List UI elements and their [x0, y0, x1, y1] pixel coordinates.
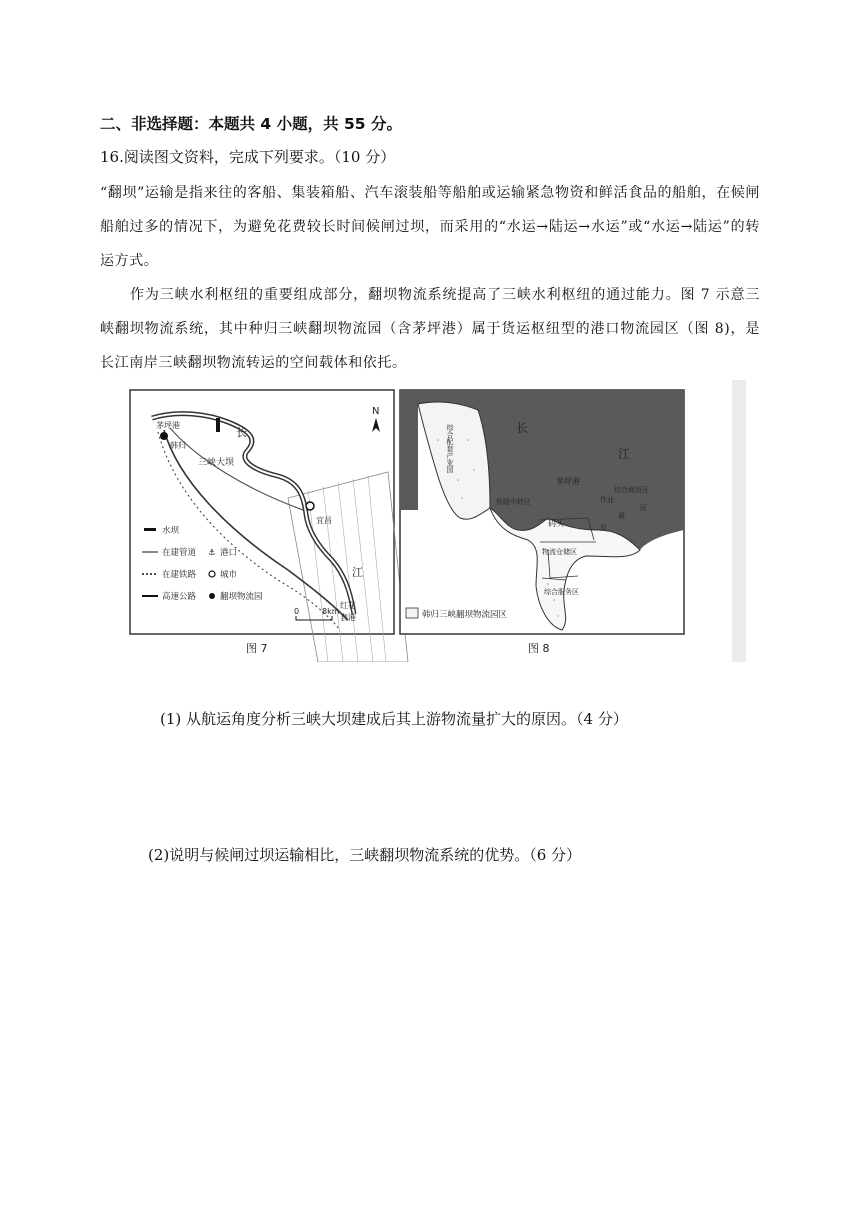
- fig8-legend-swatch: [406, 608, 418, 618]
- label-yichang: 宜昌: [316, 516, 332, 525]
- fig8-label-service: 综合服务区: [544, 588, 579, 596]
- fig8-label-dev-a: 发: [600, 524, 607, 532]
- label-dam: 三峡大坝: [198, 458, 235, 468]
- legend-logistics-park: 翻坝物流园: [220, 592, 263, 602]
- label-maoping: 茅坪港: [156, 421, 180, 430]
- question-header: 16.阅读图文资料，完成下列要求。（10 分）: [100, 148, 396, 166]
- legend-dam: 水坝: [162, 526, 180, 536]
- figure-maps: [118, 380, 746, 662]
- label-honghua-2: 套港: [340, 613, 356, 622]
- figure-8: [400, 390, 684, 655]
- fig8-label-storage: 物流仓储区: [542, 548, 577, 556]
- city-marker: [306, 502, 314, 510]
- sub-question-2: (2)说明与候闸过坝运输相比，三峡翻坝物流系统的优势。（6 分）: [148, 846, 582, 864]
- section-title: 二、非选择题：本题共 4 小题，共 55 分。: [100, 115, 402, 133]
- fig8-label-industrial: 综合配套产业园: [446, 424, 454, 473]
- anchor-icon: ⚓: [208, 548, 216, 558]
- scan-edge: [732, 380, 746, 662]
- fig8-caption: 图 8: [528, 642, 550, 655]
- fig8-label-dock: 码头: [548, 519, 564, 528]
- scale-label: 8km: [322, 607, 340, 616]
- scale-zero: 0: [294, 607, 300, 616]
- logistics-park-marker: [160, 432, 168, 440]
- fig8-label-dev-b: 展: [618, 512, 625, 520]
- fig8-label-rail-transfer: 铁路中转区: [496, 498, 531, 506]
- label-zigui: 韩归: [170, 441, 186, 450]
- paragraph-2: 作为三峡水利枢纽的重要组成部分，翻坝物流系统提高了三峡水利枢纽的通过能力。图 7 示意三峡翻坝物流系统，其中种归三峡翻坝物流园（含茅坪港）属于货运枢纽型的港口物流园区（图 8)，是长江南岸三峡翻坝物流转运的空间载体和依托。: [100, 287, 760, 371]
- legend-pipeline: 在建管道: [162, 548, 197, 558]
- label-honghua: 红花: [340, 601, 356, 610]
- legend-city: 城市: [220, 570, 238, 580]
- paragraph-1: “翻坝”运输是指来往的客船、集装箱船、汽车滚装船等船舶或运输紧急物资和鲜活食品的船舶，在候闸船舶过多的情况下，为避免花费较长时间候闸过坝，而采用的“水运→陆运→水运”或“水运→陆运”的转运方式。: [100, 185, 760, 269]
- label-chang: 长: [236, 426, 247, 439]
- label-jiang: 江: [352, 566, 363, 579]
- figure-7: [130, 390, 408, 662]
- fig8-label-jiang: 江: [618, 447, 631, 461]
- city-icon: [209, 571, 215, 577]
- fig8-label-trade: 综合商贸区: [614, 486, 649, 494]
- legend-highway: 高速公路: [162, 592, 197, 602]
- fig8-legend-label: 韩归三峡翻坝物流园区: [422, 610, 508, 620]
- fig7-caption: 图 7: [246, 642, 268, 655]
- logistics-park-icon: [209, 593, 215, 599]
- legend-dam-swatch: [144, 528, 156, 531]
- maps-svg: [118, 380, 746, 662]
- legend-railway: 在建铁路: [162, 570, 197, 580]
- dam-marker: [216, 418, 220, 432]
- fig8-label-maoping: 茅坪港: [556, 477, 580, 486]
- legend-port: 港口: [220, 548, 238, 558]
- fig8-label-work: 作业: [600, 496, 614, 504]
- fig8-label-chang: 长: [516, 421, 529, 435]
- fig8-label-dev-c: 区: [640, 504, 647, 512]
- sub-question-1: (1) 从航运角度分析三峡大坝建成后其上游物流量扩大的原因。（4 分）: [160, 710, 628, 728]
- north-label: N: [372, 406, 380, 417]
